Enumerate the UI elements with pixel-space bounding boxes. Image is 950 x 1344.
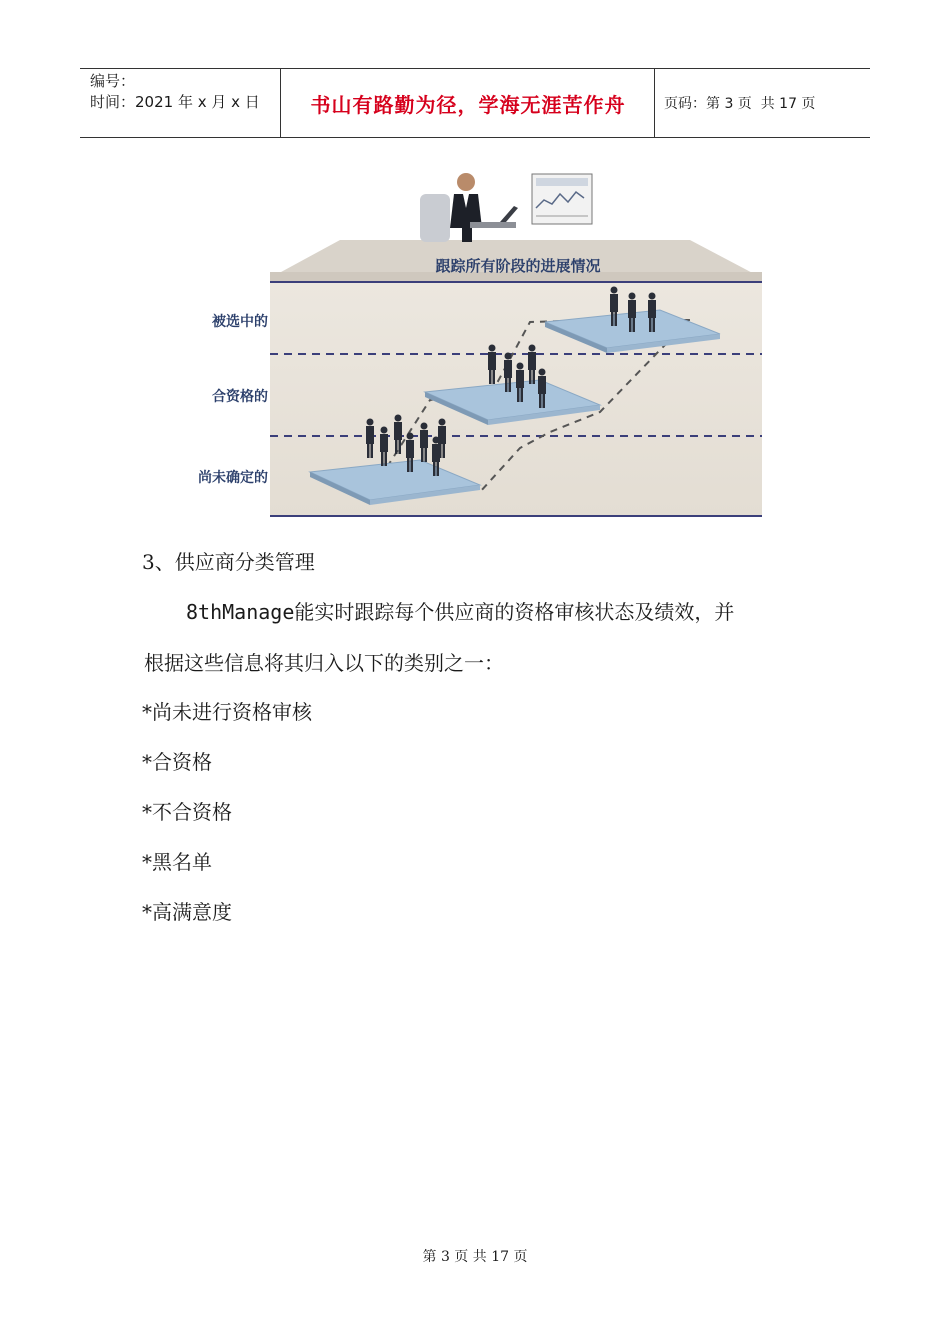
paragraph-line-2: 根据这些信息将其归入以下的类别之一： [144,651,504,675]
footer-page-number: 第 3 页 共 17 页 [422,1249,528,1265]
header-page-info [664,69,815,137]
level-label-undetermined: 尚未确定的 [198,470,268,486]
category-item-5: *高满意度 [142,900,232,924]
header-divider [654,69,655,137]
header-meta [90,71,280,113]
section-heading: 3、供应商分类管理 [142,550,315,574]
page-footer [0,1246,950,1266]
page-info-text: 页码：第 3 页 共 17 页 [664,96,816,112]
category-item-2: *合资格 [142,750,212,774]
header-motto: 书山有路勤为径，学海无涯苦作舟 [310,92,626,117]
level-label-selected: 被选中的 [212,314,268,330]
category-item-3: *不合资格 [142,800,232,824]
paragraph-line-1-text: 能实时跟踪每个供应商的资格审核状态及绩效，并 [294,600,735,624]
header-divider [280,69,281,137]
progress-figure [170,160,770,525]
category-item-1: *尚未进行资格审核 [142,700,312,724]
monitor-chart [532,174,592,224]
product-name: 8thManage [186,600,295,624]
category-item-4: *黑名单 [142,850,212,874]
date-label: 时间：2021 年 x 月 x 日 [90,93,260,111]
level-label-qualified: 合资格的 [212,389,268,405]
figure-banner: 跟踪所有阶段的进展情况 [435,257,601,275]
serial-label: 编号： [90,72,136,90]
page-header [80,68,870,138]
businessman-at-desk [420,173,518,242]
progress-illustration [170,160,770,525]
paragraph-line-1 [186,596,734,625]
